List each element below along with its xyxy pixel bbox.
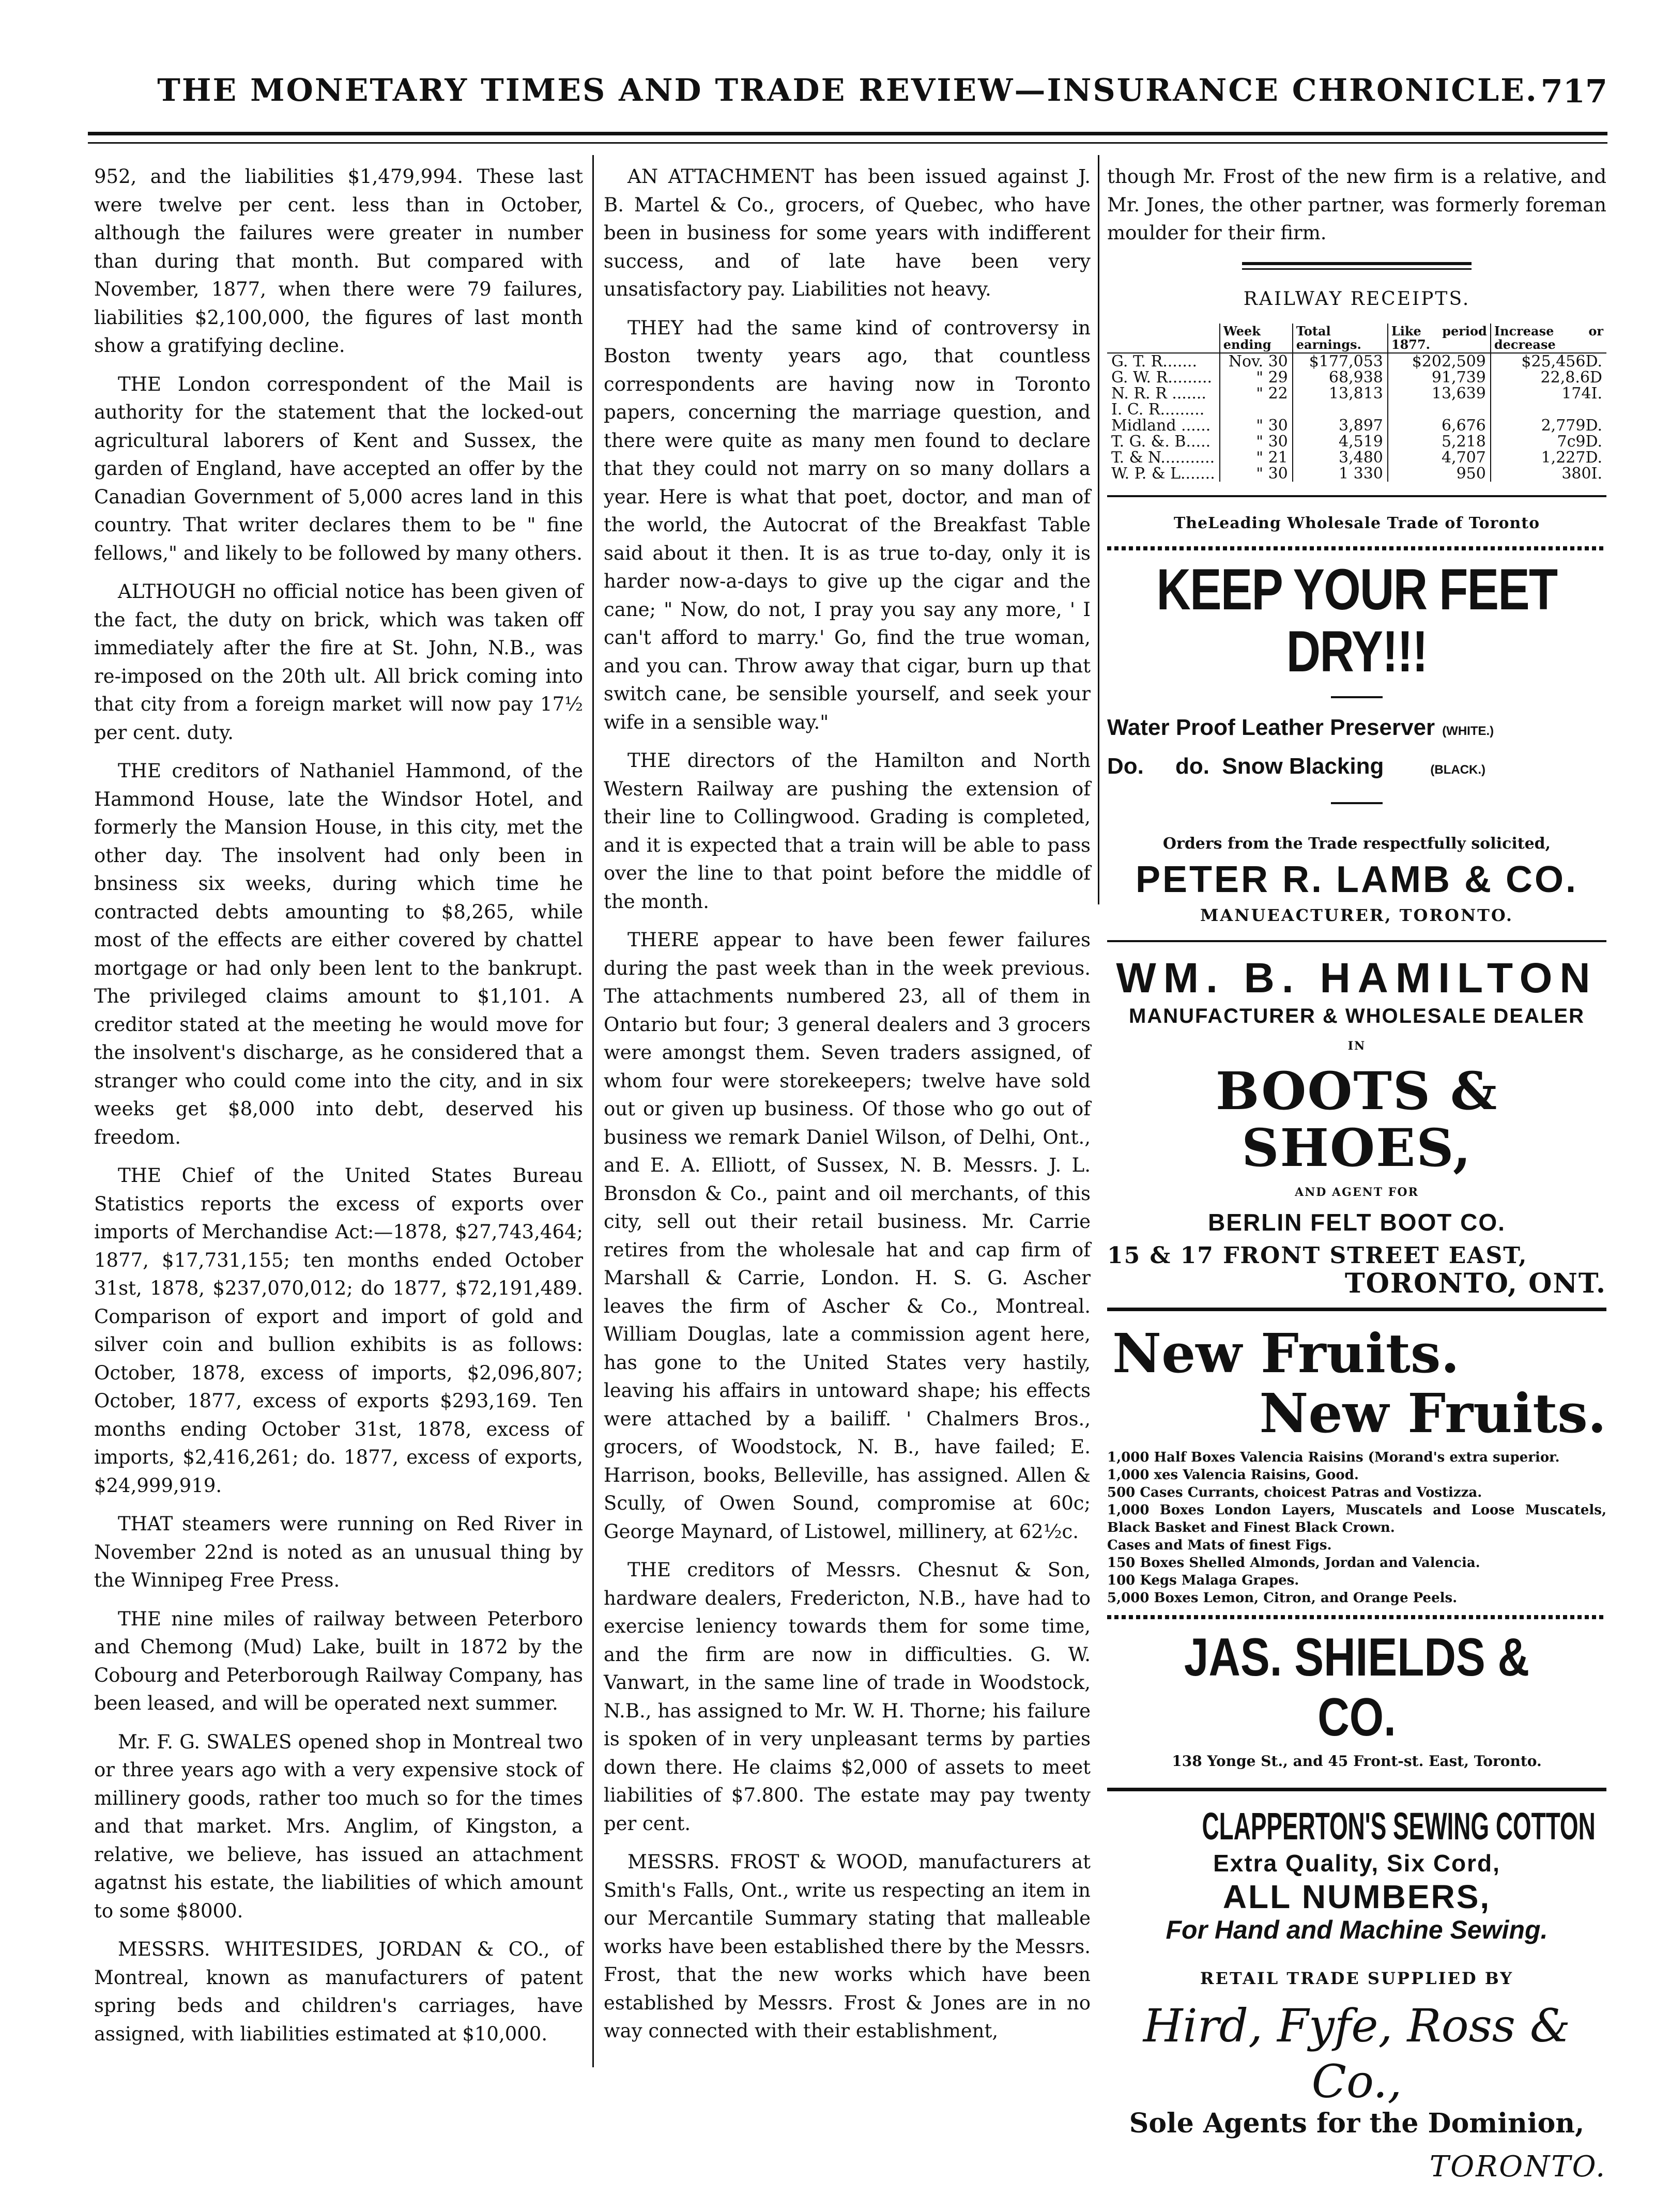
- table-cell: 5,218: [1388, 434, 1491, 450]
- railway-receipts-title: RAILWAY RECEIPTS.: [1243, 288, 1470, 310]
- ad-all-numbers: ALL NUMBERS,: [1222, 1878, 1491, 1915]
- column-divider: [592, 155, 594, 2067]
- article-paragraph: THERE appear to have been fewer failures during the past week than in the week previous. The attachments numbered 23, all of them in Ontario but four; 3 general dealers and 3 grocers were amongst them. Seven traders assigned, of whom four were storekeepers; twelve have sold out or given up business. Of those who go out of business we remark Daniel Wilson, of Delhi, Ont., and E. A. Elliott, of Sussex, N. B. Messrs. J. L. Bronsdon & Co., paint and oil merchants, of this city, sell out their retail business. Mr. Carrie retires from the wholesale hat and cap firm of Marshall & Carrie, London. H. S. G. Ascher leaves the firm of Ascher & Co., Montreal. William Douglas, late a commission agent here, has gone to the United States very hastily, leaving his affairs in untoward shape; his effects were attached by a bailiff. ' Chalmers Bros., grocers, of Woodstock, N. B., have failed; E. Harrison, books, Belleville, has assigned. Allen & Scully, of Owen Sound, compromise at 60c; George Maynard, of Listowel, millinery, at 62½c.: [604, 929, 1091, 1543]
- article-paragraph: THE London correspondent of the Mail is authority for the statement that the locked-out agricultural laborers of Kent and Sussex, the garden of England, have accepted an offer by the Canadian Government of 5,000 acres land in this country. That writer declares them to be " fine fellows," and likely to be followed by many others.: [94, 373, 583, 564]
- table-cell: " 22: [1220, 386, 1293, 402]
- ad-boots-shoes: BOOTS & SHOES,: [1215, 1060, 1498, 1178]
- column-divider: [1098, 155, 1099, 904]
- table-row: [1107, 418, 1606, 434]
- ad-leading-trade: TheLeading Wholesale Trade of Toronto: [1173, 514, 1540, 532]
- ad-snow-blacking-label: Do. do. Snow Blacking: [1107, 754, 1384, 779]
- table-cell: " 30: [1220, 466, 1293, 482]
- table-cell: " 29: [1220, 370, 1293, 386]
- ad-shields-address: 138 Yonge St., and 45 Front-st. East, Toronto.: [1172, 1752, 1542, 1770]
- ad-border: [1107, 546, 1606, 550]
- ad-address: 15 & 17 FRONT STREET EAST,: [1107, 1242, 1528, 1269]
- table-cell: 3,480: [1293, 450, 1388, 466]
- table-cell: 4,707: [1388, 450, 1491, 466]
- page-number: 717: [1540, 72, 1607, 110]
- table-row: [1107, 450, 1606, 466]
- table-header: Total earnings.: [1293, 324, 1388, 353]
- list-item: 100 Kegs Malaga Grapes.: [1107, 1572, 1299, 1588]
- article-paragraph: THE directors of the Hamilton and North Western Railway are pushing the extension of their line to Collingwood. Grading is completed, and it is expected that a train will be able to pass over the line to that point before the middle of the month.: [604, 749, 1091, 913]
- table-cell: $177,053: [1293, 353, 1388, 370]
- table-header: Like period 1877.: [1388, 324, 1491, 353]
- table-cell: 6,676: [1388, 418, 1491, 434]
- article-paragraph: MESSRS. WHITESIDES, JORDAN & CO., of Montreal, known as manufacturers of patent spring beds and children's carriages, have assigned, with liabilities estimated at $10,000.: [94, 1938, 583, 2045]
- table-cell: 68,938: [1293, 370, 1388, 386]
- ad-in: IN: [1347, 1039, 1366, 1053]
- table-cell: 950: [1388, 466, 1491, 482]
- table-cell: 380I.: [1491, 466, 1606, 482]
- list-item: Cases and Mats of finest Figs.: [1107, 1537, 1332, 1553]
- list-item: 1,000 Boxes London Layers, Muscatels and Loose Muscatels, Black Basket and Finest Black Crown.: [1107, 1502, 1606, 1535]
- table-cell: " 30: [1220, 418, 1293, 434]
- table-cell: N. R. R .......: [1111, 385, 1206, 403]
- section-rule: [1107, 1788, 1606, 1791]
- ad-hird-fyfe: Hird, Fyfe, Ross & Co.,: [1143, 1999, 1571, 2108]
- article-paragraph: 952, and the liabilities $1,479,994. These last were twelve per cent. less than in October, although the failures were greater in number than during that month. But compared with November, 1877, when there were 79 failures, liabilities $2,100,000, the figures of last month show a gratifying decline.: [94, 165, 583, 357]
- header-rule-thick: [88, 132, 1607, 135]
- ad-water-proof-label: Water Proof Leather Preserver: [1107, 714, 1435, 740]
- article-paragraph: THE nine miles of railway between Peterboro and Chemong (Mud) Lake, built in 1872 by the Cobourg and Peterborough Railway Company, has been leased, and will be operated next summer.: [94, 1607, 583, 1714]
- column-1: [94, 163, 583, 2059]
- table-cell: T. & N...........: [1111, 449, 1215, 467]
- ad-shields: JAS. SHIELDS & CO.: [1184, 1627, 1530, 1747]
- article-paragraph: THE creditors of Messrs. Chesnut & Son, hardware dealers, Fredericton, N.B., have had to exercise leniency towards them for some time, and the firm are now in difficulties. G. W. Vanwart, in the same line of trade in Woodstock, N.B., has assigned to Mr. W. H. Thorne; his failure is spoken of in very unpleasant terms by parties down there. He claims $2,000 of assets to meet liabilities of $7.800. The estate may pay twenty per cent.: [604, 1559, 1091, 1835]
- article-paragraph: THE creditors of Nathaniel Hammond, of the Hammond House, late the Windsor Hotel, and formerly the Mansion House, in this city, met the other day. The insolvent had only been in bnsiness six weeks, during which time he contracted debts amounting to $8,265, while most of the effects are either covered by chattel mortgage or had only been lent to the bankrupt. The privileged claims amount to $1,101. A creditor stated at the meeting he would move for the insolvent's discharge, as he considered that a stranger who could come into the city, and in six weeks get $8,000 into debt, deserved his freedom.: [94, 760, 583, 1148]
- table-cell: " 30: [1220, 434, 1293, 450]
- article-paragraph: THE Chief of the United States Bureau Statistics reports the excess of exports over imports of Merchandise Act:—1878, $27,743,464; 1877, $17,731,155; ten months ended October 31st, 1878, $237,070,012; do 1877, $72,191,489. Comparison of export and import of gold and silver coin and bullion exhibits is as follows: October, 1878, excess of imports, $2,096,807; October, 1877, excess of exports $293,169. Ten months ending October 31st, 1878, excess of imports, $2,416,261; do. 1877, excess of exports, $24,999,919.: [94, 1164, 583, 1497]
- ad-border: [1107, 1615, 1606, 1619]
- divider: [1331, 696, 1383, 698]
- list-item: 150 Boxes Shelled Almonds, Jordan and Valencia.: [1107, 1555, 1480, 1571]
- ad-peter-lamb-sub: MANUEACTURER, TORONTO.: [1200, 905, 1514, 925]
- section-rule: [1107, 495, 1606, 497]
- table-cell: " 21: [1220, 450, 1293, 466]
- column-3: [1107, 163, 1606, 2182]
- table-row: [1107, 370, 1606, 386]
- article-paragraph: Mr. F. G. SWALES opened shop in Montreal two or three years ago with a very expensive stock of millinery goods, rather too much so for the times and that market. Mrs. Anglim, of Kingston, a relative, we believe, has issued an attachment agatnst his estate, the liabilities of which amount to some $8000.: [94, 1730, 583, 1922]
- table-row: [1107, 353, 1606, 370]
- ad-peter-lamb: PETER R. LAMB & CO.: [1135, 859, 1578, 900]
- article-paragraph: MESSRS. FROST & WOOD, manufacturers at Smith's Falls, Ont., write us respecting an item in our Mercantile Summary stating that malleable works have been established there by the Messrs. Frost, that the new works which have been established by Messrs. Frost & Jones are in no way connected with their establishment,: [604, 1851, 1091, 2042]
- table-cell: [1293, 402, 1388, 418]
- ad-keep-feet-dry: KEEP YOUR FEET DRY!!!: [1156, 557, 1557, 684]
- table-header: Week ending: [1220, 324, 1293, 353]
- table-cell: T. G. &. B.....: [1111, 433, 1211, 451]
- ad-berlin-felt: BERLIN FELT BOOT CO.: [1208, 1209, 1506, 1236]
- list-item: 5,000 Boxes Lemon, Citron, and Orange Peels.: [1107, 1590, 1458, 1606]
- page-title: THE MONETARY TIMES AND TRADE REVIEW—INSURANCE CHRONICLE.: [157, 72, 1538, 109]
- table-cell: [1388, 402, 1491, 418]
- ad-new-fruits: New Fruits.: [1259, 1381, 1606, 1445]
- article-paragraph: THEY had the same kind of controversy in Boston twenty years ago, that countless correspondents are having now in Toronto papers, concerning the marriage question, and there were quite as many men found to declare that they could not marry on so many dollars a year. Here is what that poet, doctor, and man of the world, the Autocrat of the Breakfast Table said about it then. It is as true to-day, only it is harder now-a-days to give up the cigar and the cane; " Now, do not, I pray you say any more, ' I can't afford to marry.' Go, find the true woman, and you can. Throw away that cigar, burn up that switch cane, be sensible yourself, and seek your wife in a sensible way.": [604, 316, 1091, 733]
- table-cell: [1220, 402, 1293, 418]
- section-rule: [1242, 262, 1472, 270]
- ad-note: (BLACK.): [1430, 763, 1486, 777]
- table-cell: [1491, 402, 1606, 418]
- table-cell: 22,8.6D: [1491, 370, 1606, 386]
- ad-water-proof: [1107, 714, 1606, 746]
- table-cell: $202,509: [1388, 353, 1491, 370]
- ad-hand-machine: For Hand and Machine Sewing.: [1166, 1915, 1548, 1944]
- table-row: [1107, 466, 1606, 482]
- table-cell: 13,813: [1293, 386, 1388, 402]
- list-item: 500 Cases Currants, choicest Patras and Vostizza.: [1107, 1484, 1482, 1500]
- ad-note: (WHITE.): [1442, 724, 1494, 738]
- table-row: [1107, 402, 1606, 418]
- header-rule-thin: [88, 142, 1607, 144]
- ad-hamilton-sub: MANUFACTURER & WHOLESALE DEALER: [1129, 1004, 1585, 1027]
- ad-agent-for: AND AGENT FOR: [1295, 1185, 1419, 1199]
- ad-orders: Orders from the Trade respectfully solicited,: [1162, 834, 1551, 853]
- ad-city: TORONTO, ONT.: [1344, 1268, 1606, 1299]
- table-row: [1107, 386, 1606, 402]
- table-header: [1107, 324, 1220, 353]
- list-item: 1,000 xes Valencia Raisins, Good.: [1107, 1467, 1359, 1483]
- ad-snow-blacking: [1107, 752, 1606, 785]
- table-cell: 2,779D.: [1491, 418, 1606, 434]
- fruit-list: [1107, 1449, 1606, 1607]
- table-cell: Nov. 30: [1220, 353, 1293, 370]
- ad-hamilton: WM. B. HAMILTON: [1116, 954, 1598, 1002]
- table-cell: W. P. & L.......: [1111, 465, 1215, 483]
- railway-receipts-table: [1107, 324, 1606, 482]
- table-cell: 4,519: [1293, 434, 1388, 450]
- ad-toronto: TORONTO.: [1429, 2150, 1606, 2184]
- divider: [1331, 802, 1383, 804]
- section-rule: [1107, 940, 1606, 942]
- table-cell: $25,456D.: [1491, 353, 1606, 370]
- table-header: Increase or decrease: [1491, 324, 1606, 353]
- ad-extra-quality: Extra Quality, Six Cord,: [1213, 1850, 1500, 1877]
- table-cell: 13,639: [1388, 386, 1491, 402]
- table-cell: 174I.: [1491, 386, 1606, 402]
- article-paragraph: ALTHOUGH no official notice has been given of the fact, the duty on brick, which was taken off immediately after the fire at St. John, N.B., was re-imposed on the 20th ult. All brick coming into that city from a foreign market will now pay 17½ per cent. duty.: [94, 580, 583, 744]
- table-cell: 1 330: [1293, 466, 1388, 482]
- table-cell: G. W. R.........: [1111, 368, 1213, 387]
- ad-sole-agents: Sole Agents for the Dominion,: [1129, 2107, 1585, 2139]
- section-rule: [1107, 1308, 1606, 1311]
- table-cell: G. T. R.......: [1111, 352, 1197, 371]
- list-item: 1,000 Half Boxes Valencia Raisins (Morand's extra superior.: [1107, 1449, 1560, 1465]
- ad-new-fruits: New Fruits.: [1112, 1321, 1460, 1385]
- article-paragraph: THAT steamers were running on Red River in November 22nd is noted as an unusual thing by the Winnipeg Free Press.: [94, 1513, 583, 1591]
- article-paragraph: AN ATTACHMENT has been issued against J. B. Martel & Co., grocers, of Quebec, who have been in business for some years with indifferent success, and of late have been very unsatisfactory pay. Liabilities not heavy.: [604, 165, 1091, 300]
- table-cell: Midland ......: [1111, 417, 1211, 435]
- table-cell: 3,897: [1293, 418, 1388, 434]
- ad-retail-trade: RETAIL TRADE SUPPLIED BY: [1200, 1969, 1514, 1988]
- table-cell: 7c9D.: [1491, 434, 1606, 450]
- table-cell: 1,227D.: [1491, 450, 1606, 466]
- page-header: [88, 72, 1607, 119]
- column-2: [604, 163, 1091, 2056]
- table-cell: 91,739: [1388, 370, 1491, 386]
- article-paragraph: though Mr. Frost of the new firm is a relative, and Mr. Jones, the other partner, was formerly foreman moulder for their firm.: [1107, 165, 1606, 244]
- table-cell: I. C. R.........: [1111, 401, 1205, 419]
- ad-clapperton: CLAPPERTON'S SEWING COTTON: [1202, 1805, 1596, 1848]
- table-row: [1107, 434, 1606, 450]
